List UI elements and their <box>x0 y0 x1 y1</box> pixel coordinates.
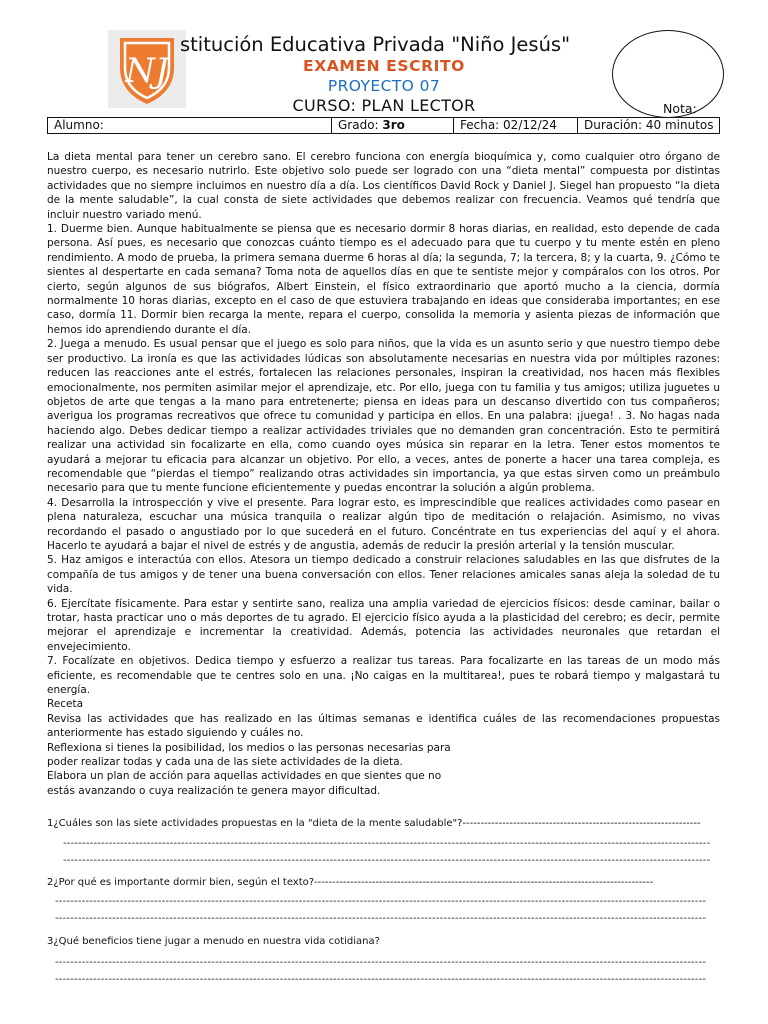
activity-2-3-paragraph: 2. Juega a menudo. Es usual pensar que el juego es solo para niños, que la vida es un asunto serio y que nuestro tiempo debe ser productivo. La ironía es que las actividades lúdicas son absolutamente necesarias en nuestra vida por múltiples razones: reducen las reacciones ante el estrés, fortalecen las relaciones personales, inspiran la creatividad, nos hacen más flexibles emocionalmente, nos permiten asimilar mejor el aprendizaje, etc. Por ello, juega con tu familia y tus amigos; utiliza juguetes u objetos de arte que tengas a la mano para entretenerte; piensa en ideas para un descanso divertido con tus compañeros; averigua los programas recreativos que ofrece tu comunidad y participa en ellos. En una palabra: ¡juega! . 3. No hagas nada haciendo algo. Debes dedicar tiempo a realizar actividades triviales que no demanden gran concentración. Esto te permitirá realizar una actividad sin focalizarte en ella, como cuando oyes música sin reparar en la letra. Tener estos momentos te ayudará a mejorar tu eficacia para alcanzar un objetivo. Por ello, a veces, antes de ponerte a hacer una tarea compleja, es recomendable que “pierdas el tiempo” realizando otras actividades sin importancia, ya que estas sirven como un preámbulo necesario para que tu mente funcione eficientemente y puedas encontrar la solución a algún problema. <box>47 338 720 495</box>
activity-1-paragraph: 1. Duerme bien. Aunque habitualmente se piensa que es necesario dormir 8 horas diarias, en realidad, esto depende de cada persona. Así pues, es necesario que conozcas cuánto tiempo es el adecuado para que tu cuerpo y tu mente estén en pleno rendimiento. A modo de prueba, la primera semana duerme 6 horas al día; la segunda, 7; la tercera, 8; y la cuarta, 9. ¿Cómo te sientes al despertarte en cada semana? Toma nota de aquellos días en que te sentiste mejor y compáralos con los otros. Por cierto, según algunos de sus biógrafos, Albert Einstein, el físico extraordinario que aportó mucho a la ciencia, dormía normalmente 10 horas diarias, excepto en el caso de que estuviera trabajando en ideas que consideraba importantes; en ese caso, dormía 11. Dormir bien recarga la mente, repara el cuerpo, consolida la memoria y asienta piezas de información que hemos ido aprendiendo durante el día. <box>47 223 720 336</box>
alumno-label: Alumno: <box>54 118 104 132</box>
answer-line-q3[interactable]: --------------------------------------------------------------------------------------------------------------------------------------------------------------------------- <box>55 957 707 968</box>
receta-instruction: Revisa las actividades que has realizado en las últimas semanas e identifica cuáles de las recomendaciones propuestas anteriormente has estado siguiendo y cuáles no. <box>47 712 720 740</box>
grado-cell <box>332 118 454 133</box>
logo-letters: NJ <box>125 51 169 91</box>
question-3: 3¿Qué beneficios tiene jugar a menudo en nuestra vida cotidiana? <box>47 936 380 947</box>
nota-label: Nota: <box>663 101 697 116</box>
receta-heading: Receta <box>47 698 84 711</box>
duracion-text: Duración: 40 minutos <box>584 118 714 132</box>
activity-4-paragraph: 4. Desarrolla la introspección y vive el presente. Para lograr esto, es imprescindible que realices actividades como pasear en plena naturaleza, escuchar una música tranquila o realizar algún tipo de meditación o relajación. Asimismo, no vivas recordando el pasado o angustiado por lo que sucederá en el futuro. Concéntrate en tus experiencias del aquí y el ahora. Hacerlo te ayudará a bajar el nivel de estrés y de angustia, además de reducir la presión arterial y la tensión muscular. <box>47 496 720 552</box>
student-info-row <box>47 117 720 134</box>
question-1: 1¿Cuáles son las siete actividades propuestas en la "dieta de la mente saludable"?------------------------------------------------------------------ <box>47 818 701 829</box>
alumno-cell[interactable] <box>48 118 332 133</box>
answer-line-q2[interactable]: --------------------------------------------------------------------------------------------------------------------------------------------------------------------------- <box>55 896 707 907</box>
fecha-text: Fecha: 02/12/24 <box>460 118 557 132</box>
question-2: 2¿Por qué es importante dormir bien, según el texto?---------------------------------------------------------------------------------------------- <box>47 877 654 888</box>
reading-text <box>47 150 720 798</box>
reflection-line: Reflexiona si tienes la posibilidad, los medios o las personas necesarias para <box>47 741 451 754</box>
reflection-line: poder realizar todas y cada una de las siete actividades de la dieta. <box>47 756 403 769</box>
answer-line-q2[interactable]: --------------------------------------------------------------------------------------------------------------------------------------------------------------------------- <box>55 913 707 924</box>
grado-value: 3ro <box>382 118 405 132</box>
course-title: CURSO: PLAN LECTOR <box>292 96 476 115</box>
school-name: stitución Educativa Privada "Niño Jesús" <box>180 33 571 56</box>
exam-title: EXAMEN ESCRITO <box>303 57 465 75</box>
reflection-line: estás avanzando o cuya realización te genera mayor dificultad. <box>47 784 381 797</box>
duracion-cell <box>578 118 719 133</box>
activity-5-paragraph: 5. Haz amigos e interactúa con ellos. Atesora un tiempo dedicado a construir relaciones saludables en las que disfrutes de la compañía de tus amigos y de tener una buena conversación con ellos. Tener relaciones amicales sanas aleja la soledad de tu vida. <box>47 554 720 596</box>
project-title: PROYECTO 07 <box>327 77 441 95</box>
intro-paragraph: La dieta mental para tener un cerebro sano. El cerebro funciona con energía bioquímica y, como cualquier otro órgano de nuestro cuerpo, es necesario nutrirlo. Este objetivo solo puede ser logrado con una “dieta mental” compuesta por distintas actividades que no siempre incluimos en nuestro día a día. Los científicos David Rock y Daniel J. Siegel han propuesto “la dieta de la mente saludable”, la cual consta de siete actividades que debemos realizar con frecuencia. Veamos qué tendría que incluir nuestro variado menú. <box>47 151 720 221</box>
grado-label: Grado: <box>338 118 383 132</box>
answer-line-q1[interactable]: -------------------------------------------------------------------------------------------------------------------------------------------------------------------------- <box>63 855 711 866</box>
reflection-line: Elabora un plan de acción para aquellas actividades en que sientes que no <box>47 770 442 783</box>
answer-line-q1[interactable]: -------------------------------------------------------------------------------------------------------------------------------------------------------------------------- <box>63 838 711 849</box>
fecha-cell <box>454 118 578 133</box>
activity-7-paragraph: 7. Focalízate en objetivos. Dedica tiempo y esfuerzo a realizar tus tareas. Para focalizarte en las tareas de un modo más eficiente, es recomendable que te centres solo en una. ¡No caigas en la multitarea!, pues te robará tiempo y malgastará tu energía. <box>47 655 720 697</box>
answer-line-q3[interactable]: --------------------------------------------------------------------------------------------------------------------------------------------------------------------------- <box>55 974 707 985</box>
activity-6-paragraph: 6. Ejercítate físicamente. Para estar y sentirte sano, realiza una amplia variedad de ejercicios físicos: desde caminar, bailar o trotar, hasta practicar uno o más deportes de tu agrado. El ejercicio físico ayuda a la plasticidad del cerebro; es decir, permite mejorar el aprendizaje e incrementar la creatividad. Además, potencia las actividades neuronales que retardan el envejecimiento. <box>47 597 720 653</box>
